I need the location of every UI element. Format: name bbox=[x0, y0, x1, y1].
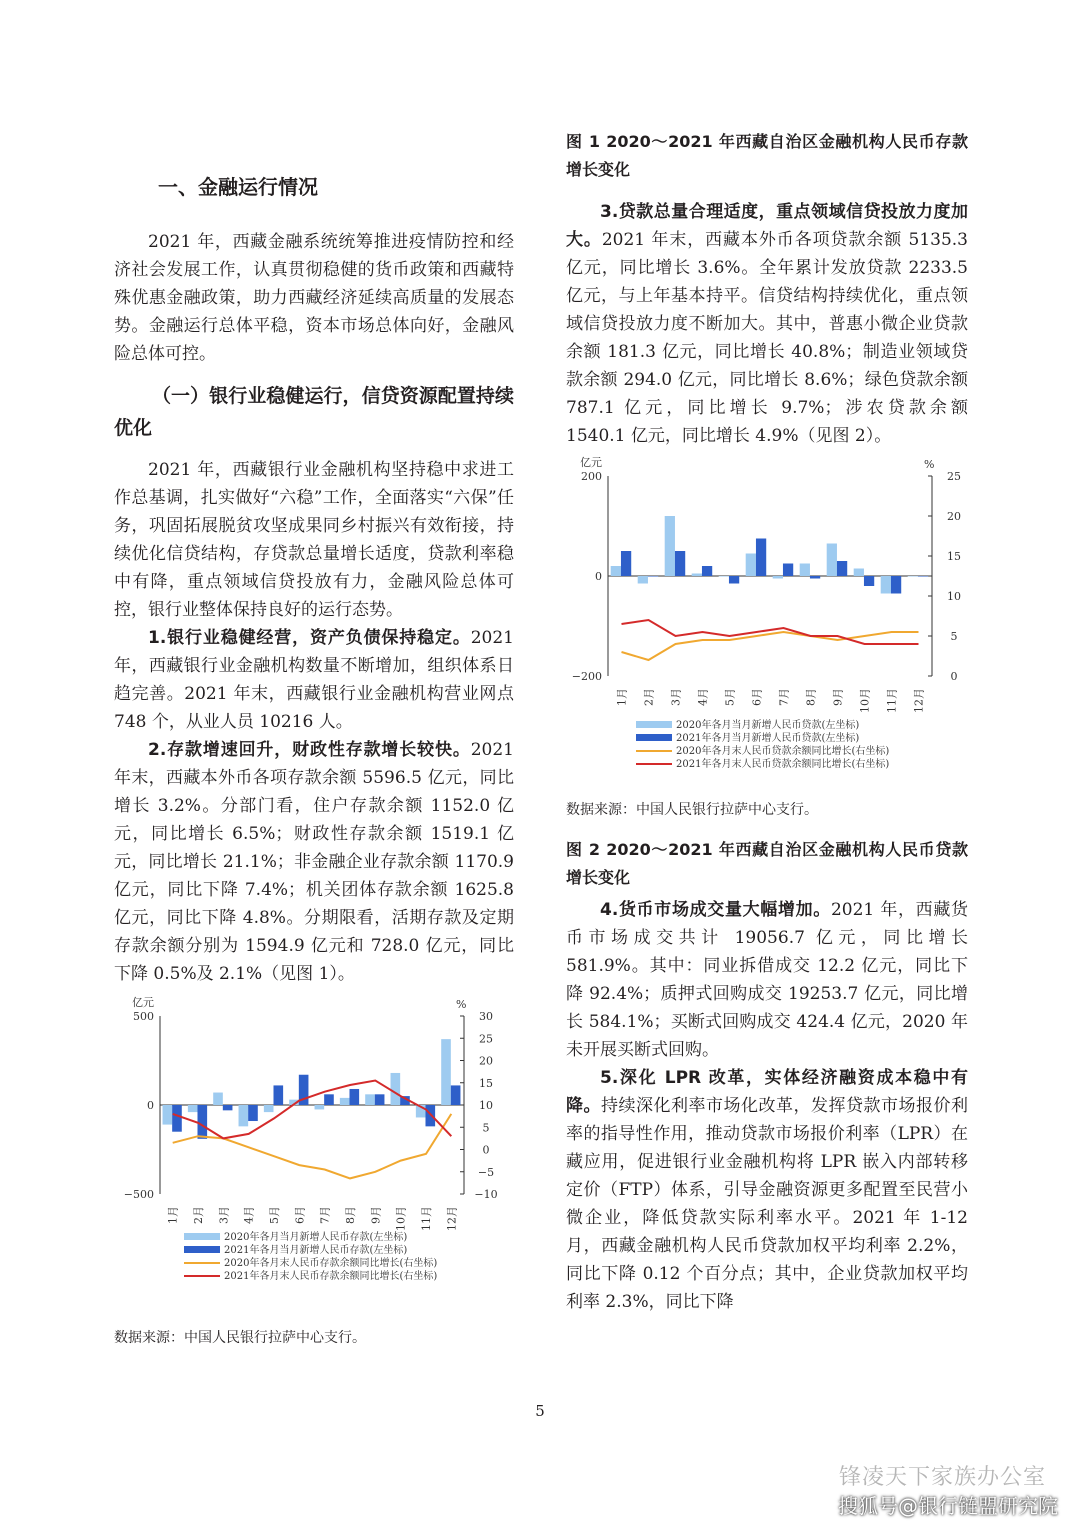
x-tick-label: 7月 bbox=[777, 688, 791, 706]
paragraph-3 bbox=[566, 198, 968, 450]
paragraph-1 bbox=[114, 624, 514, 736]
left-column bbox=[114, 170, 514, 1352]
paragraph-3-text: 2021 年末，西藏本外币各项贷款余额 5135.3 亿元，同比增长 3.6%。全年累计发放贷款 2233.5 亿元，与上年基本持平。信贷结构持续优化，重点领域信贷投放力度不断加大。其中，普惠小微企业贷款余额 181.3 亿元，同比增长 40.8%；制造业领域贷款余额 294.0 亿元，同比增长 8.6%；绿色贷款余额 787.1 亿元，同比增长 9.7%；涉农贷款余额 1540.1 亿元，同比增长 4.9%（见图 2）。 bbox=[566, 230, 968, 446]
right-unit-label: % bbox=[924, 458, 935, 471]
bar bbox=[611, 566, 621, 576]
bar bbox=[918, 576, 928, 577]
left-tick-label: 200 bbox=[581, 470, 602, 483]
bar bbox=[783, 564, 793, 577]
x-tick-label: 9月 bbox=[831, 688, 845, 706]
bar bbox=[315, 1105, 325, 1109]
bar bbox=[800, 564, 810, 577]
right-tick-label: −5 bbox=[477, 1165, 495, 1179]
bar bbox=[908, 576, 918, 577]
paragraph-1-lead: 1.银行业稳健经营，资产负债保持稳定。 bbox=[148, 628, 471, 648]
right-column bbox=[566, 128, 968, 1316]
x-tick-label: 8月 bbox=[344, 1206, 357, 1224]
intro-paragraph: 2021 年，西藏金融系统统筹推进疫情防控和经济社会发展工作，认真贯彻稳健的货币政策和西藏特殊优惠金融政策，助力西藏经济延续高质量的发展态势。金融运行总体平稳，资本市场总体向好，金融风险总体可控。 bbox=[114, 232, 514, 364]
watermark-sohu: 搜狐号@银行链盟研究院 bbox=[838, 1494, 1058, 1518]
loan-chart bbox=[566, 454, 968, 784]
bar bbox=[163, 1105, 173, 1125]
page-number: 5 bbox=[535, 1402, 545, 1420]
left-tick-label: −200 bbox=[571, 670, 602, 683]
bar bbox=[375, 1094, 385, 1105]
legend-label: 2020年各月当月新增人民币贷款(左坐标) bbox=[676, 720, 860, 731]
right-tick-label: 25 bbox=[479, 1032, 493, 1046]
bar bbox=[638, 576, 648, 584]
bar bbox=[425, 1105, 435, 1126]
right-tick-label: 15 bbox=[479, 1076, 493, 1090]
bar bbox=[891, 576, 901, 594]
left-unit-label: 亿元 bbox=[132, 996, 154, 1009]
legend-label: 2021年各月末人民币贷款余额同比增长(右坐标) bbox=[676, 759, 890, 770]
right-tick-label: −10 bbox=[474, 1188, 498, 1201]
right-tick-label: 0 bbox=[950, 670, 958, 683]
paragraph-5 bbox=[566, 1064, 968, 1316]
x-tick-label: 12月 bbox=[912, 688, 926, 713]
bar bbox=[692, 574, 702, 577]
legend-label: 2020年各月当月新增人民币存款(左坐标) bbox=[224, 1232, 408, 1243]
x-tick-label: 2月 bbox=[192, 1206, 205, 1224]
left-tick-label: 500 bbox=[133, 1010, 154, 1023]
series-line bbox=[173, 1081, 452, 1139]
bar bbox=[172, 1105, 182, 1132]
right-tick-label: 20 bbox=[479, 1054, 493, 1068]
figure-2-title: 图 2 2020～2021 年西藏自治区金融机构人民币贷款增长变化 bbox=[566, 840, 968, 887]
figure-1-title: 图 1 2020～2021 年西藏自治区金融机构人民币存款增长变化 bbox=[566, 132, 968, 179]
bar bbox=[365, 1094, 375, 1105]
paragraph-1-text: 2021 年，西藏银行业金融机构数量不断增加，组织体系日趋完善。2021 年末，西藏银行业金融机构营业网点 748 个，从业人员 10216 人。 bbox=[114, 628, 514, 732]
x-tick-label: 5月 bbox=[723, 688, 737, 706]
bar bbox=[391, 1073, 401, 1105]
bar bbox=[239, 1105, 249, 1126]
watermark-wechat: 锋凌天下家族办公室 bbox=[838, 1465, 1046, 1490]
right-tick-label: 5 bbox=[482, 1121, 490, 1135]
bar bbox=[349, 1089, 359, 1105]
bar bbox=[837, 561, 847, 576]
legend-label: 2020年各月末人民币贷款余额同比增长(右坐标) bbox=[676, 746, 890, 757]
x-tick-label: 7月 bbox=[318, 1206, 332, 1224]
x-tick-label: 10月 bbox=[394, 1206, 408, 1231]
legend-swatch bbox=[184, 1246, 220, 1253]
bar bbox=[827, 544, 837, 577]
x-tick-label: 11月 bbox=[420, 1206, 433, 1231]
bar bbox=[864, 576, 874, 586]
bar bbox=[881, 576, 891, 594]
bar bbox=[451, 1085, 461, 1105]
series-line bbox=[622, 632, 919, 660]
series-line bbox=[173, 1114, 452, 1179]
x-tick-label: 8月 bbox=[804, 688, 818, 706]
bar bbox=[719, 576, 729, 577]
right-unit-label: % bbox=[456, 998, 467, 1011]
paragraph-4 bbox=[566, 896, 968, 1064]
bar bbox=[340, 1098, 350, 1105]
bar bbox=[441, 1039, 451, 1105]
right-tick-label: 0 bbox=[482, 1143, 490, 1157]
bar bbox=[188, 1105, 198, 1112]
bar bbox=[248, 1105, 258, 1121]
right-tick-label: 30 bbox=[479, 1010, 493, 1023]
bar bbox=[324, 1094, 334, 1105]
bar bbox=[729, 576, 739, 584]
bar bbox=[810, 576, 820, 579]
x-tick-label: 6月 bbox=[293, 1206, 307, 1224]
x-tick-label: 10月 bbox=[858, 688, 872, 713]
left-tick-label: 0 bbox=[595, 570, 602, 583]
x-tick-label: 2月 bbox=[642, 688, 656, 706]
legend-label: 2021年各月末人民币存款余额同比增长(右坐标) bbox=[224, 1271, 438, 1282]
left-tick-label: −500 bbox=[123, 1188, 154, 1201]
bar bbox=[756, 539, 766, 577]
x-tick-label: 6月 bbox=[750, 688, 764, 706]
legend-swatch bbox=[184, 1233, 220, 1240]
x-tick-label: 12月 bbox=[445, 1206, 459, 1231]
right-tick-label: 15 bbox=[947, 550, 961, 563]
left-tick-label: 0 bbox=[147, 1099, 154, 1112]
x-tick-label: 3月 bbox=[669, 688, 683, 706]
legend-swatch bbox=[636, 734, 672, 741]
x-tick-label: 5月 bbox=[268, 1206, 281, 1224]
bar bbox=[264, 1105, 274, 1112]
x-tick-label: 3月 bbox=[217, 1206, 231, 1224]
bar bbox=[854, 569, 864, 577]
right-tick-label: 10 bbox=[947, 590, 961, 603]
paragraph-2-lead: 2.存款增速回升，财政性存款增长较快。 bbox=[148, 740, 471, 760]
right-tick-label: 25 bbox=[947, 470, 961, 483]
x-tick-label: 11月 bbox=[885, 688, 899, 713]
bar bbox=[197, 1105, 207, 1139]
x-tick-label: 4月 bbox=[242, 1206, 256, 1224]
source-note-1: 数据来源：中国人民银行拉萨中心支行。 bbox=[114, 1330, 366, 1346]
x-tick-label: 1月 bbox=[615, 688, 629, 706]
x-tick-label: 1月 bbox=[166, 1206, 180, 1224]
deposit-chart bbox=[114, 992, 514, 1312]
right-tick-label: 10 bbox=[479, 1099, 493, 1112]
bar bbox=[746, 554, 756, 577]
legend-label: 2021年各月当月新增人民币存款(左坐标) bbox=[224, 1245, 408, 1256]
paragraph-4-text: 2021 年，西藏货币市场成交共计 19056.7 亿元，同比增长 581.9%。其中：同业拆借成交 12.2 亿元，同比下降 92.4%；质押式回购成交 19253.7 亿元，同比增长 584.1%；买断式回购成交 424.4 亿元，2020 年未开展买断式回购。 bbox=[566, 900, 968, 1060]
bar bbox=[702, 566, 712, 576]
bar bbox=[675, 551, 685, 576]
source-note-2: 数据来源：中国人民银行拉萨中心支行。 bbox=[566, 802, 818, 818]
subsection-title: （一）银行业稳健运行，信贷资源配置持续优化 bbox=[114, 385, 514, 439]
paragraph-4-lead: 4.货币市场成交量大幅增加。 bbox=[600, 900, 831, 920]
left-unit-label: 亿元 bbox=[580, 456, 602, 469]
series-line bbox=[622, 620, 919, 644]
bar bbox=[213, 1093, 223, 1105]
paragraph-2-text: 2021 年末，西藏本外币各项存款余额 5596.5 亿元，同比增长 3.2%。分部门看，住户存款余额 1152.0 亿元，同比增长 6.5%；财政性存款余额 1519.1 亿元，同比增长 21.1%；非金融企业存款余额 1170.9 亿元，同比下降 7.4%；机关团体存款余额 1625.8 亿元，同比下降 4.8%。分期限看，活期存款及定期存款余额分别为 1594.9 亿元和 728.0 亿元，同比下降 0.5%及 2.1%（见图 1）。 bbox=[114, 740, 514, 984]
paragraph-5-text: 持续深化利率市场化改革，发挥贷款市场报价利率的指导性作用，推动贷款市场报价利率（LPR）在藏应用，促进银行业金融机构将 LPR 嵌入内部转移定价（FTP）体系，引导金融资源更多配置至民营小微企业，降低贷款实际利率水平。2021 年 1-12 月，西藏金融机构人民币贷款加权平均利率 2.2%，同比下降 0.12 个百分点；其中，企业贷款加权平均利率 2.3%，同比下降 bbox=[566, 1096, 968, 1312]
right-tick-label: 5 bbox=[950, 630, 958, 643]
legend-swatch bbox=[636, 721, 672, 728]
x-tick-label: 9月 bbox=[369, 1206, 383, 1224]
section-title: 一、金融运行情况 bbox=[158, 175, 318, 199]
bar bbox=[273, 1085, 283, 1105]
bar bbox=[621, 551, 631, 576]
right-tick-label: 20 bbox=[947, 510, 961, 523]
bar bbox=[665, 516, 675, 576]
bar bbox=[648, 576, 658, 577]
bar bbox=[223, 1105, 233, 1110]
paragraph-5-lead: 5.深化 LPR 改革，实体经济融资成本稳中有降。 bbox=[566, 1068, 968, 1116]
legend-label: 2021年各月当月新增人民币贷款(左坐标) bbox=[676, 733, 860, 744]
x-tick-label: 4月 bbox=[696, 688, 710, 706]
paragraph-3-lead: 3.贷款总量合理适度，重点领域信贷投放力度加大。 bbox=[566, 202, 968, 250]
banking-paragraph: 2021 年，西藏银行业金融机构坚持稳中求进工作总基调，扎实做好“六稳”工作，全面落实“六保”任务，巩固拓展脱贫攻坚成果同乡村振兴有效衔接，持续优化信贷结构，存贷款总量增长适度，贷款利率稳中有降，重点领域信贷投放有力，金融风险总体可控，银行业整体保持良好的运行态势。 bbox=[114, 460, 514, 620]
bar bbox=[773, 576, 783, 579]
paragraph-2 bbox=[114, 736, 514, 988]
legend-label: 2020年各月末人民币存款余额同比增长(右坐标) bbox=[224, 1258, 438, 1269]
